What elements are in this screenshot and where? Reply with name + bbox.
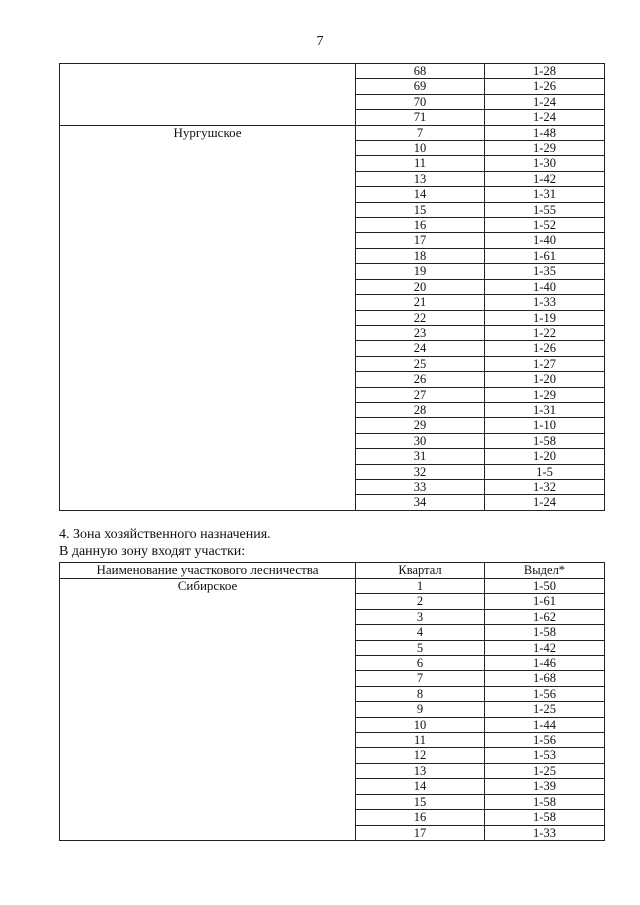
allotment-cell: 1-44 [485, 717, 605, 732]
allotment-cell: 1-30 [485, 156, 605, 171]
quarter-cell: 15 [356, 794, 485, 809]
quarter-cell: 2 [356, 594, 485, 609]
allotment-cell: 1-24 [485, 94, 605, 109]
quarter-cell: 26 [356, 372, 485, 387]
quarter-cell: 13 [356, 171, 485, 186]
allotment-cell: 1-53 [485, 748, 605, 763]
allotment-cell: 1-24 [485, 110, 605, 125]
quarter-cell: 28 [356, 402, 485, 417]
quarter-cell: 10 [356, 141, 485, 156]
quarter-cell: 11 [356, 733, 485, 748]
quarter-cell: 11 [356, 156, 485, 171]
allotment-cell: 1-33 [485, 295, 605, 310]
table-row [60, 64, 605, 79]
quarter-cell: 68 [356, 64, 485, 79]
quarter-cell: 14 [356, 187, 485, 202]
allotment-cell: 1-20 [485, 372, 605, 387]
allotment-cell: 1-61 [485, 594, 605, 609]
quarter-cell: 14 [356, 779, 485, 794]
forestry-table-zone4 [59, 562, 605, 841]
quarter-cell: 34 [356, 495, 485, 510]
quarter-cell: 5 [356, 640, 485, 655]
quarter-cell: 23 [356, 325, 485, 340]
quarter-cell: 31 [356, 449, 485, 464]
forestry-name-cell [60, 64, 356, 126]
allotment-cell: 1-29 [485, 387, 605, 402]
quarter-cell: 33 [356, 479, 485, 494]
quarter-cell: 24 [356, 341, 485, 356]
allotment-cell: 1-26 [485, 341, 605, 356]
allotment-cell: 1-19 [485, 310, 605, 325]
page-number: 7 [316, 34, 324, 49]
allotment-cell: 1-31 [485, 187, 605, 202]
allotment-cell: 1-42 [485, 171, 605, 186]
quarter-cell: 21 [356, 295, 485, 310]
allotment-cell: 1-40 [485, 233, 605, 248]
allotment-cell: 1-26 [485, 79, 605, 94]
table-header-row [60, 563, 605, 579]
quarter-cell: 15 [356, 202, 485, 217]
allotment-cell: 1-55 [485, 202, 605, 217]
quarter-cell: 16 [356, 810, 485, 825]
allotment-cell: 1-40 [485, 279, 605, 294]
allotment-cell: 1-27 [485, 356, 605, 371]
allotment-cell: 1-58 [485, 433, 605, 448]
allotment-cell: 1-56 [485, 733, 605, 748]
quarter-cell: 4 [356, 625, 485, 640]
quarter-cell: 30 [356, 433, 485, 448]
table-row [60, 125, 605, 140]
quarter-cell: 19 [356, 264, 485, 279]
allotment-cell: 1-39 [485, 779, 605, 794]
quarter-cell: 71 [356, 110, 485, 125]
quarter-cell: 29 [356, 418, 485, 433]
quarter-cell: 17 [356, 233, 485, 248]
quarter-cell: 20 [356, 279, 485, 294]
allotment-cell: 1-68 [485, 671, 605, 686]
allotment-cell: 1-25 [485, 702, 605, 717]
allotment-cell: 1-52 [485, 218, 605, 233]
allotment-cell: 1-58 [485, 810, 605, 825]
quarter-cell: 16 [356, 218, 485, 233]
quarter-cell: 18 [356, 248, 485, 263]
quarter-cell: 12 [356, 748, 485, 763]
header-forestry-name: Наименование участкового лесничества [60, 563, 356, 579]
quarter-cell: 17 [356, 825, 485, 840]
allotment-cell: 1-42 [485, 640, 605, 655]
allotment-cell: 1-33 [485, 825, 605, 840]
allotment-cell: 1-62 [485, 609, 605, 624]
forestry-name-cell: Нургушское [60, 125, 356, 510]
allotment-cell: 1-48 [485, 125, 605, 140]
section-intro: В данную зону входят участки: [59, 544, 246, 559]
table-row [60, 579, 605, 594]
allotment-cell: 1-31 [485, 402, 605, 417]
allotment-cell: 1-25 [485, 763, 605, 778]
allotment-cell: 1-24 [485, 495, 605, 510]
allotment-cell: 1-35 [485, 264, 605, 279]
forestry-table-continued [59, 63, 605, 511]
allotment-cell: 1-56 [485, 686, 605, 701]
quarter-cell: 3 [356, 609, 485, 624]
section-heading: 4. Зона хозяйственного назначения. [59, 527, 271, 542]
allotment-cell: 1-10 [485, 418, 605, 433]
quarter-cell: 7 [356, 671, 485, 686]
allotment-cell: 1-32 [485, 479, 605, 494]
quarter-cell: 25 [356, 356, 485, 371]
quarter-cell: 13 [356, 763, 485, 778]
allotment-cell: 1-61 [485, 248, 605, 263]
quarter-cell: 6 [356, 656, 485, 671]
quarter-cell: 27 [356, 387, 485, 402]
allotment-cell: 1-28 [485, 64, 605, 79]
header-quarter: Квартал [356, 563, 485, 579]
allotment-cell: 1-58 [485, 625, 605, 640]
quarter-cell: 70 [356, 94, 485, 109]
quarter-cell: 10 [356, 717, 485, 732]
table1-body [60, 64, 605, 511]
allotment-cell: 1-22 [485, 325, 605, 340]
quarter-cell: 9 [356, 702, 485, 717]
quarter-cell: 8 [356, 686, 485, 701]
forestry-name-cell: Сибирское [60, 579, 356, 841]
allotment-cell: 1-50 [485, 579, 605, 594]
allotment-cell: 1-5 [485, 464, 605, 479]
quarter-cell: 7 [356, 125, 485, 140]
allotment-cell: 1-58 [485, 794, 605, 809]
allotment-cell: 1-20 [485, 449, 605, 464]
quarter-cell: 1 [356, 579, 485, 594]
quarter-cell: 69 [356, 79, 485, 94]
allotment-cell: 1-46 [485, 656, 605, 671]
header-allotment: Выдел* [485, 563, 605, 579]
quarter-cell: 32 [356, 464, 485, 479]
table2-body [60, 579, 605, 841]
allotment-cell: 1-29 [485, 141, 605, 156]
quarter-cell: 22 [356, 310, 485, 325]
